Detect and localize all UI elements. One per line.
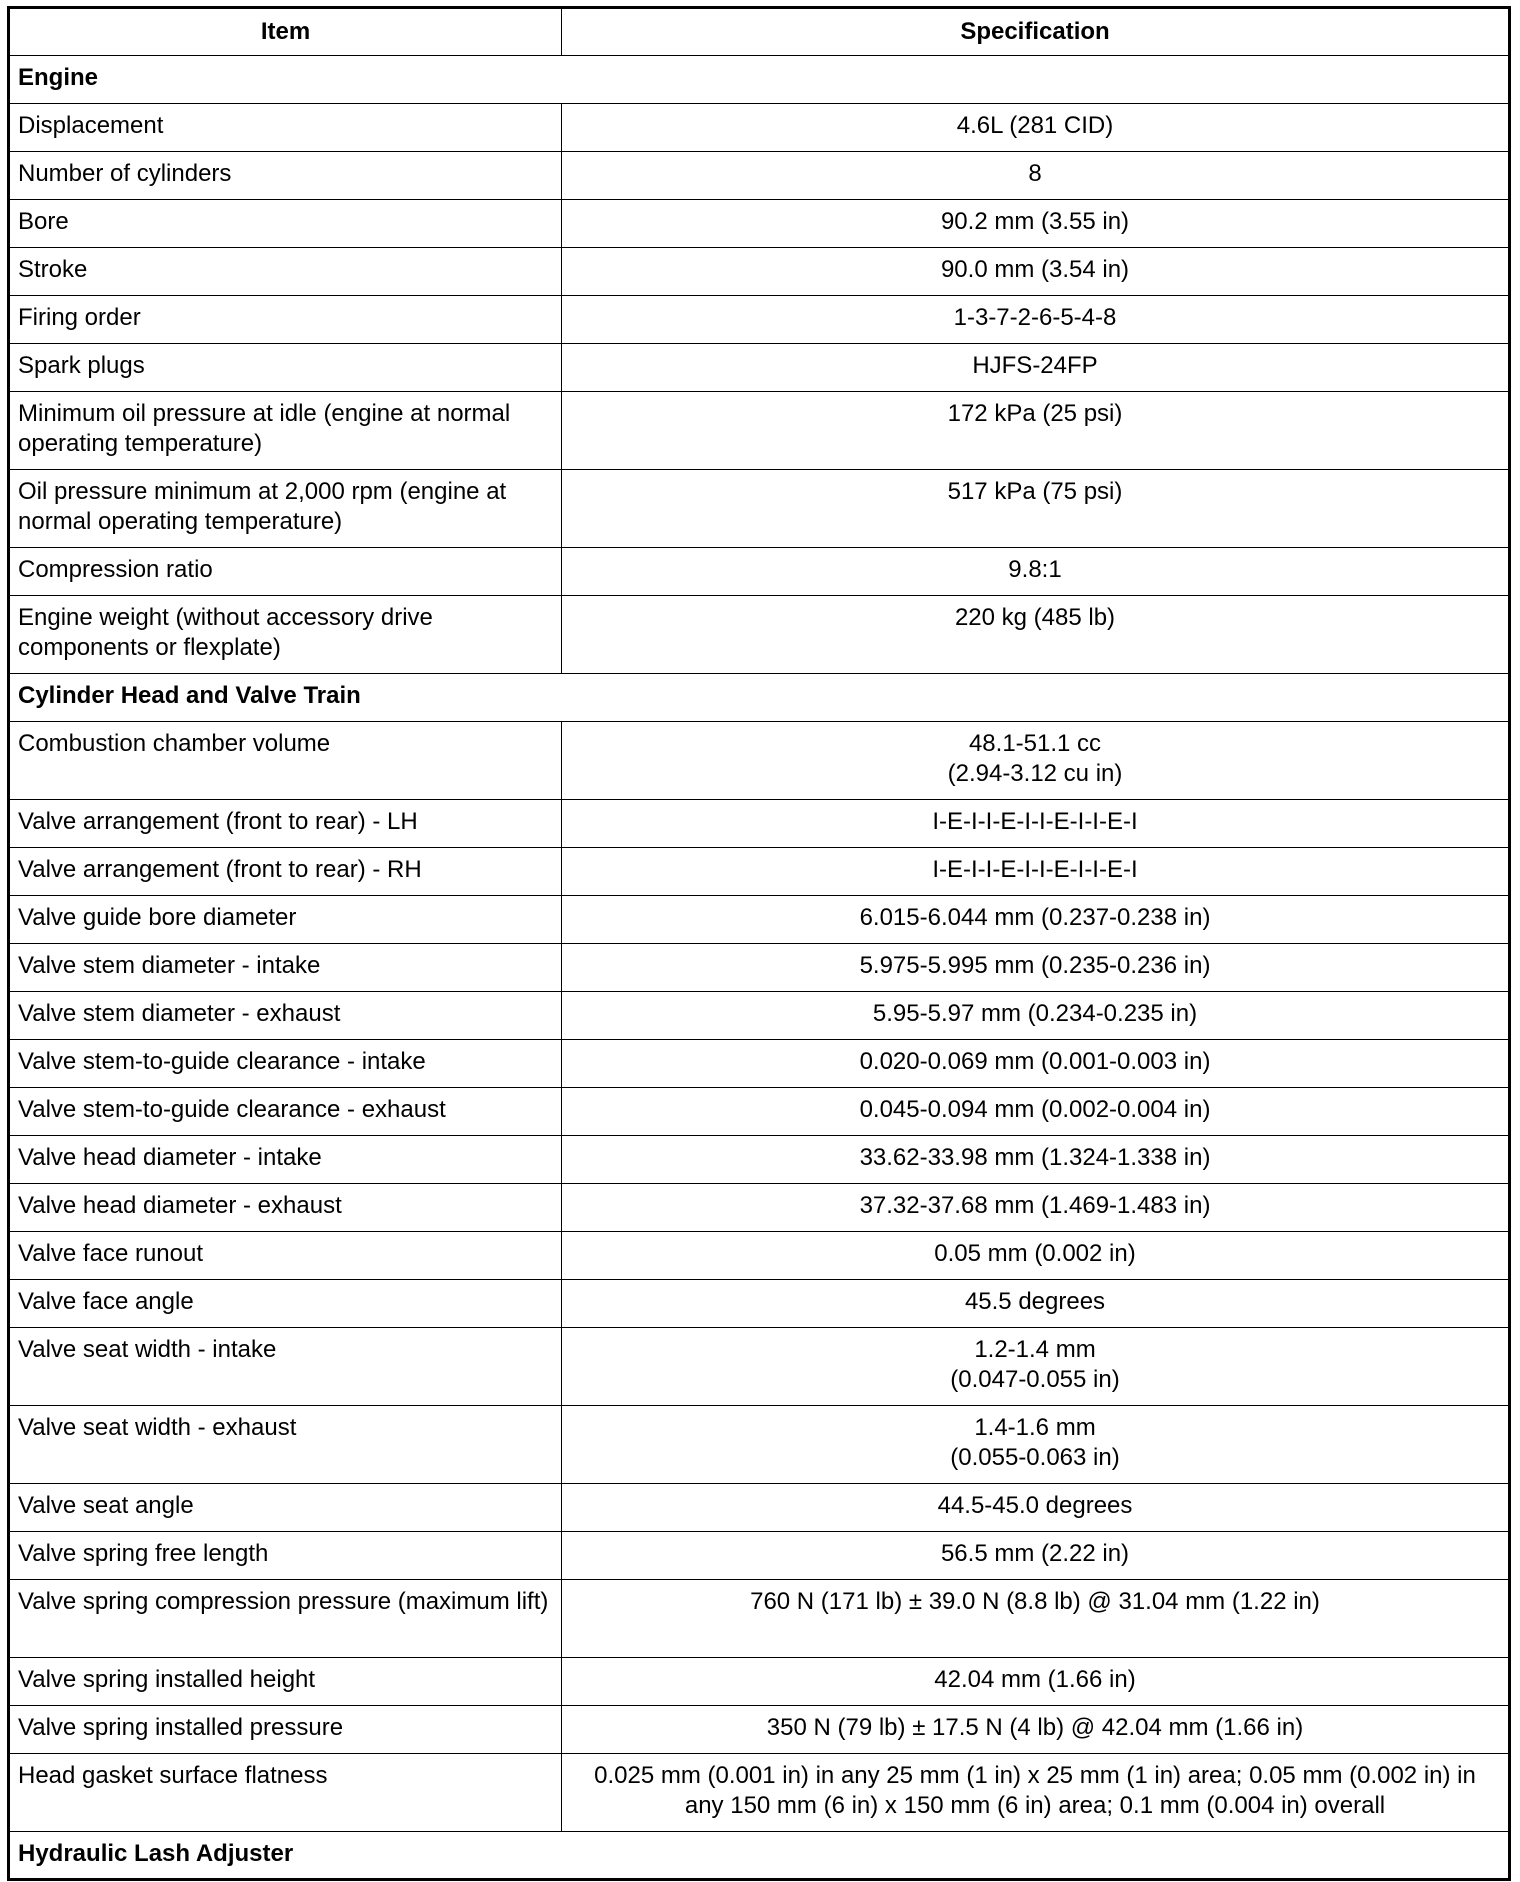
item-cell: Valve head diameter - exhaust (9, 1184, 562, 1232)
item-cell: Engine weight (without accessory drive components or flexplate) (9, 596, 562, 674)
specification-cell (562, 722, 1510, 800)
specification-line: 6.015-6.044 mm (0.237-0.238 in) (859, 904, 1211, 931)
item-cell: Valve stem diameter - intake (9, 944, 562, 992)
section-row (9, 674, 1510, 722)
table-row (9, 1232, 1510, 1280)
table-row (9, 1406, 1510, 1484)
table-row (9, 548, 1510, 596)
specification-cell (562, 944, 1510, 992)
specification-cell (562, 1658, 1510, 1706)
specification-line: 4.6L (281 CID) (956, 112, 1114, 139)
table-row (9, 1328, 1510, 1406)
specification-line: 220 kg (485 lb) (954, 604, 1116, 631)
table-row (9, 722, 1510, 800)
specification-cell (562, 248, 1510, 296)
specification-cell (562, 992, 1510, 1040)
specification-line: 0.020-0.069 mm (0.001-0.003 in) (859, 1048, 1211, 1075)
item-cell: Valve arrangement (front to rear) - RH (9, 848, 562, 896)
specification-cell (562, 104, 1510, 152)
specification-cell (562, 470, 1510, 548)
item-cell: Spark plugs (9, 344, 562, 392)
specification-cell (562, 596, 1510, 674)
table-row (9, 392, 1510, 470)
table-row (9, 944, 1510, 992)
specification-cell (562, 392, 1510, 470)
specification-cell (562, 896, 1510, 944)
section-title: Hydraulic Lash Adjuster (9, 1832, 1510, 1880)
section-row (9, 56, 1510, 104)
specification-cell (562, 1484, 1510, 1532)
specification-cell (562, 1532, 1510, 1580)
item-cell: Valve stem-to-guide clearance - exhaust (9, 1088, 562, 1136)
column-header-specification: Specification (562, 8, 1510, 56)
specification-line: I-E-I-I-E-I-I-E-I-I-E-I (932, 856, 1138, 883)
item-cell: Valve spring installed height (9, 1658, 562, 1706)
item-cell: Bore (9, 200, 562, 248)
item-cell: Oil pressure minimum at 2,000 rpm (engine at normal operating temperature) (9, 470, 562, 548)
item-cell: Firing order (9, 296, 562, 344)
item-cell: Compression ratio (9, 548, 562, 596)
section-title: Cylinder Head and Valve Train (9, 674, 1510, 722)
item-cell: Combustion chamber volume (9, 722, 562, 800)
item-cell: Valve seat angle (9, 1484, 562, 1532)
specification-line: any 150 mm (6 in) x 150 mm (6 in) area; 0.1 mm (0.004 in) overall (684, 1792, 1386, 1819)
specification-line: (0.055-0.063 in) (950, 1444, 1120, 1471)
specification-line: 0.05 mm (0.002 in) (934, 1240, 1136, 1267)
item-cell: Valve stem-to-guide clearance - intake (9, 1040, 562, 1088)
section-row (9, 1832, 1510, 1880)
specification-line: 1.2-1.4 mm (974, 1336, 1096, 1363)
table-row (9, 1754, 1510, 1832)
specification-line: 1-3-7-2-6-5-4-8 (953, 304, 1117, 331)
table-row (9, 1532, 1510, 1580)
specification-line: (0.047-0.055 in) (950, 1366, 1120, 1393)
item-cell: Displacement (9, 104, 562, 152)
table-row (9, 1580, 1510, 1658)
table-row (9, 800, 1510, 848)
specification-cell (562, 1754, 1510, 1832)
specification-line: 760 N (171 lb) ± 39.0 N (8.8 lb) @ 31.04 mm (1.22 in) (750, 1588, 1320, 1615)
header-row (9, 8, 1510, 56)
item-cell: Head gasket surface flatness (9, 1754, 562, 1832)
table-row (9, 1136, 1510, 1184)
specification-cell (562, 1232, 1510, 1280)
item-cell: Valve face angle (9, 1280, 562, 1328)
specification-line: 45.5 degrees (964, 1288, 1106, 1315)
table-row (9, 848, 1510, 896)
specification-line: 0.045-0.094 mm (0.002-0.004 in) (859, 1096, 1211, 1123)
item-cell: Valve seat width - intake (9, 1328, 562, 1406)
specification-cell (562, 1088, 1510, 1136)
specification-cell (562, 152, 1510, 200)
specification-line: 172 kPa (25 psi) (947, 400, 1123, 427)
item-cell: Valve face runout (9, 1232, 562, 1280)
specification-cell (562, 1184, 1510, 1232)
specification-line: HJFS-24FP (972, 352, 1098, 379)
table-row (9, 1280, 1510, 1328)
specification-cell (562, 1040, 1510, 1088)
specification-line: 44.5-45.0 degrees (937, 1492, 1133, 1519)
specification-line: 33.62-33.98 mm (1.324-1.338 in) (859, 1144, 1211, 1171)
table-row (9, 596, 1510, 674)
specification-line: 8 (1028, 160, 1042, 187)
specification-cell (562, 1328, 1510, 1406)
specification-line: 90.0 mm (3.54 in) (940, 256, 1130, 283)
specification-cell (562, 1406, 1510, 1484)
table-row (9, 1040, 1510, 1088)
item-cell: Valve spring free length (9, 1532, 562, 1580)
specification-line: 48.1-51.1 cc (968, 730, 1102, 757)
specification-line: 90.2 mm (3.55 in) (940, 208, 1130, 235)
item-cell: Stroke (9, 248, 562, 296)
specification-line: 517 kPa (75 psi) (947, 478, 1123, 505)
specification-line: (2.94-3.12 cu in) (947, 760, 1123, 787)
table-row (9, 992, 1510, 1040)
specification-line: 56.5 mm (2.22 in) (940, 1540, 1130, 1567)
specification-line: 350 N (79 lb) ± 17.5 N (4 lb) @ 42.04 mm (1.66 in) (766, 1714, 1304, 1741)
specification-line: 42.04 mm (1.66 in) (934, 1666, 1136, 1693)
table-row (9, 1658, 1510, 1706)
item-cell: Valve spring installed pressure (9, 1706, 562, 1754)
table-row (9, 896, 1510, 944)
specification-cell (562, 296, 1510, 344)
item-cell: Valve stem diameter - exhaust (9, 992, 562, 1040)
column-header-item: Item (9, 8, 562, 56)
table-row (9, 1484, 1510, 1532)
table-body (9, 56, 1510, 1880)
table-row (9, 1184, 1510, 1232)
specification-line: 9.8:1 (1008, 556, 1062, 583)
specification-line: 1.4-1.6 mm (974, 1414, 1096, 1441)
item-cell: Valve arrangement (front to rear) - LH (9, 800, 562, 848)
table-row (9, 248, 1510, 296)
specification-cell (562, 200, 1510, 248)
specification-line: 37.32-37.68 mm (1.469-1.483 in) (859, 1192, 1211, 1219)
specification-table (7, 6, 1511, 1881)
specification-cell (562, 1706, 1510, 1754)
item-cell: Valve seat width - exhaust (9, 1406, 562, 1484)
specification-cell (562, 848, 1510, 896)
table-row (9, 104, 1510, 152)
item-cell: Minimum oil pressure at idle (engine at normal operating temperature) (9, 392, 562, 470)
table-row (9, 296, 1510, 344)
table-row (9, 200, 1510, 248)
specification-cell (562, 1280, 1510, 1328)
specification-cell (562, 344, 1510, 392)
item-cell: Number of cylinders (9, 152, 562, 200)
item-cell: Valve spring compression pressure (maximum lift) (9, 1580, 562, 1658)
specification-cell (562, 548, 1510, 596)
table-row (9, 344, 1510, 392)
table-row (9, 470, 1510, 548)
specification-cell (562, 1580, 1510, 1658)
specification-cell (562, 1136, 1510, 1184)
table-row (9, 1706, 1510, 1754)
specification-cell (562, 800, 1510, 848)
item-cell: Valve head diameter - intake (9, 1136, 562, 1184)
specification-line: 0.025 mm (0.001 in) in any 25 mm (1 in) x 25 mm (1 in) area; 0.05 mm (0.002 in) in (594, 1762, 1476, 1789)
section-title: Engine (9, 56, 1510, 104)
specification-line: I-E-I-I-E-I-I-E-I-I-E-I (932, 808, 1138, 835)
specification-line: 5.95-5.97 mm (0.234-0.235 in) (872, 1000, 1198, 1027)
item-cell: Valve guide bore diameter (9, 896, 562, 944)
specification-line: 5.975-5.995 mm (0.235-0.236 in) (859, 952, 1211, 979)
table-row (9, 1088, 1510, 1136)
table-row (9, 152, 1510, 200)
